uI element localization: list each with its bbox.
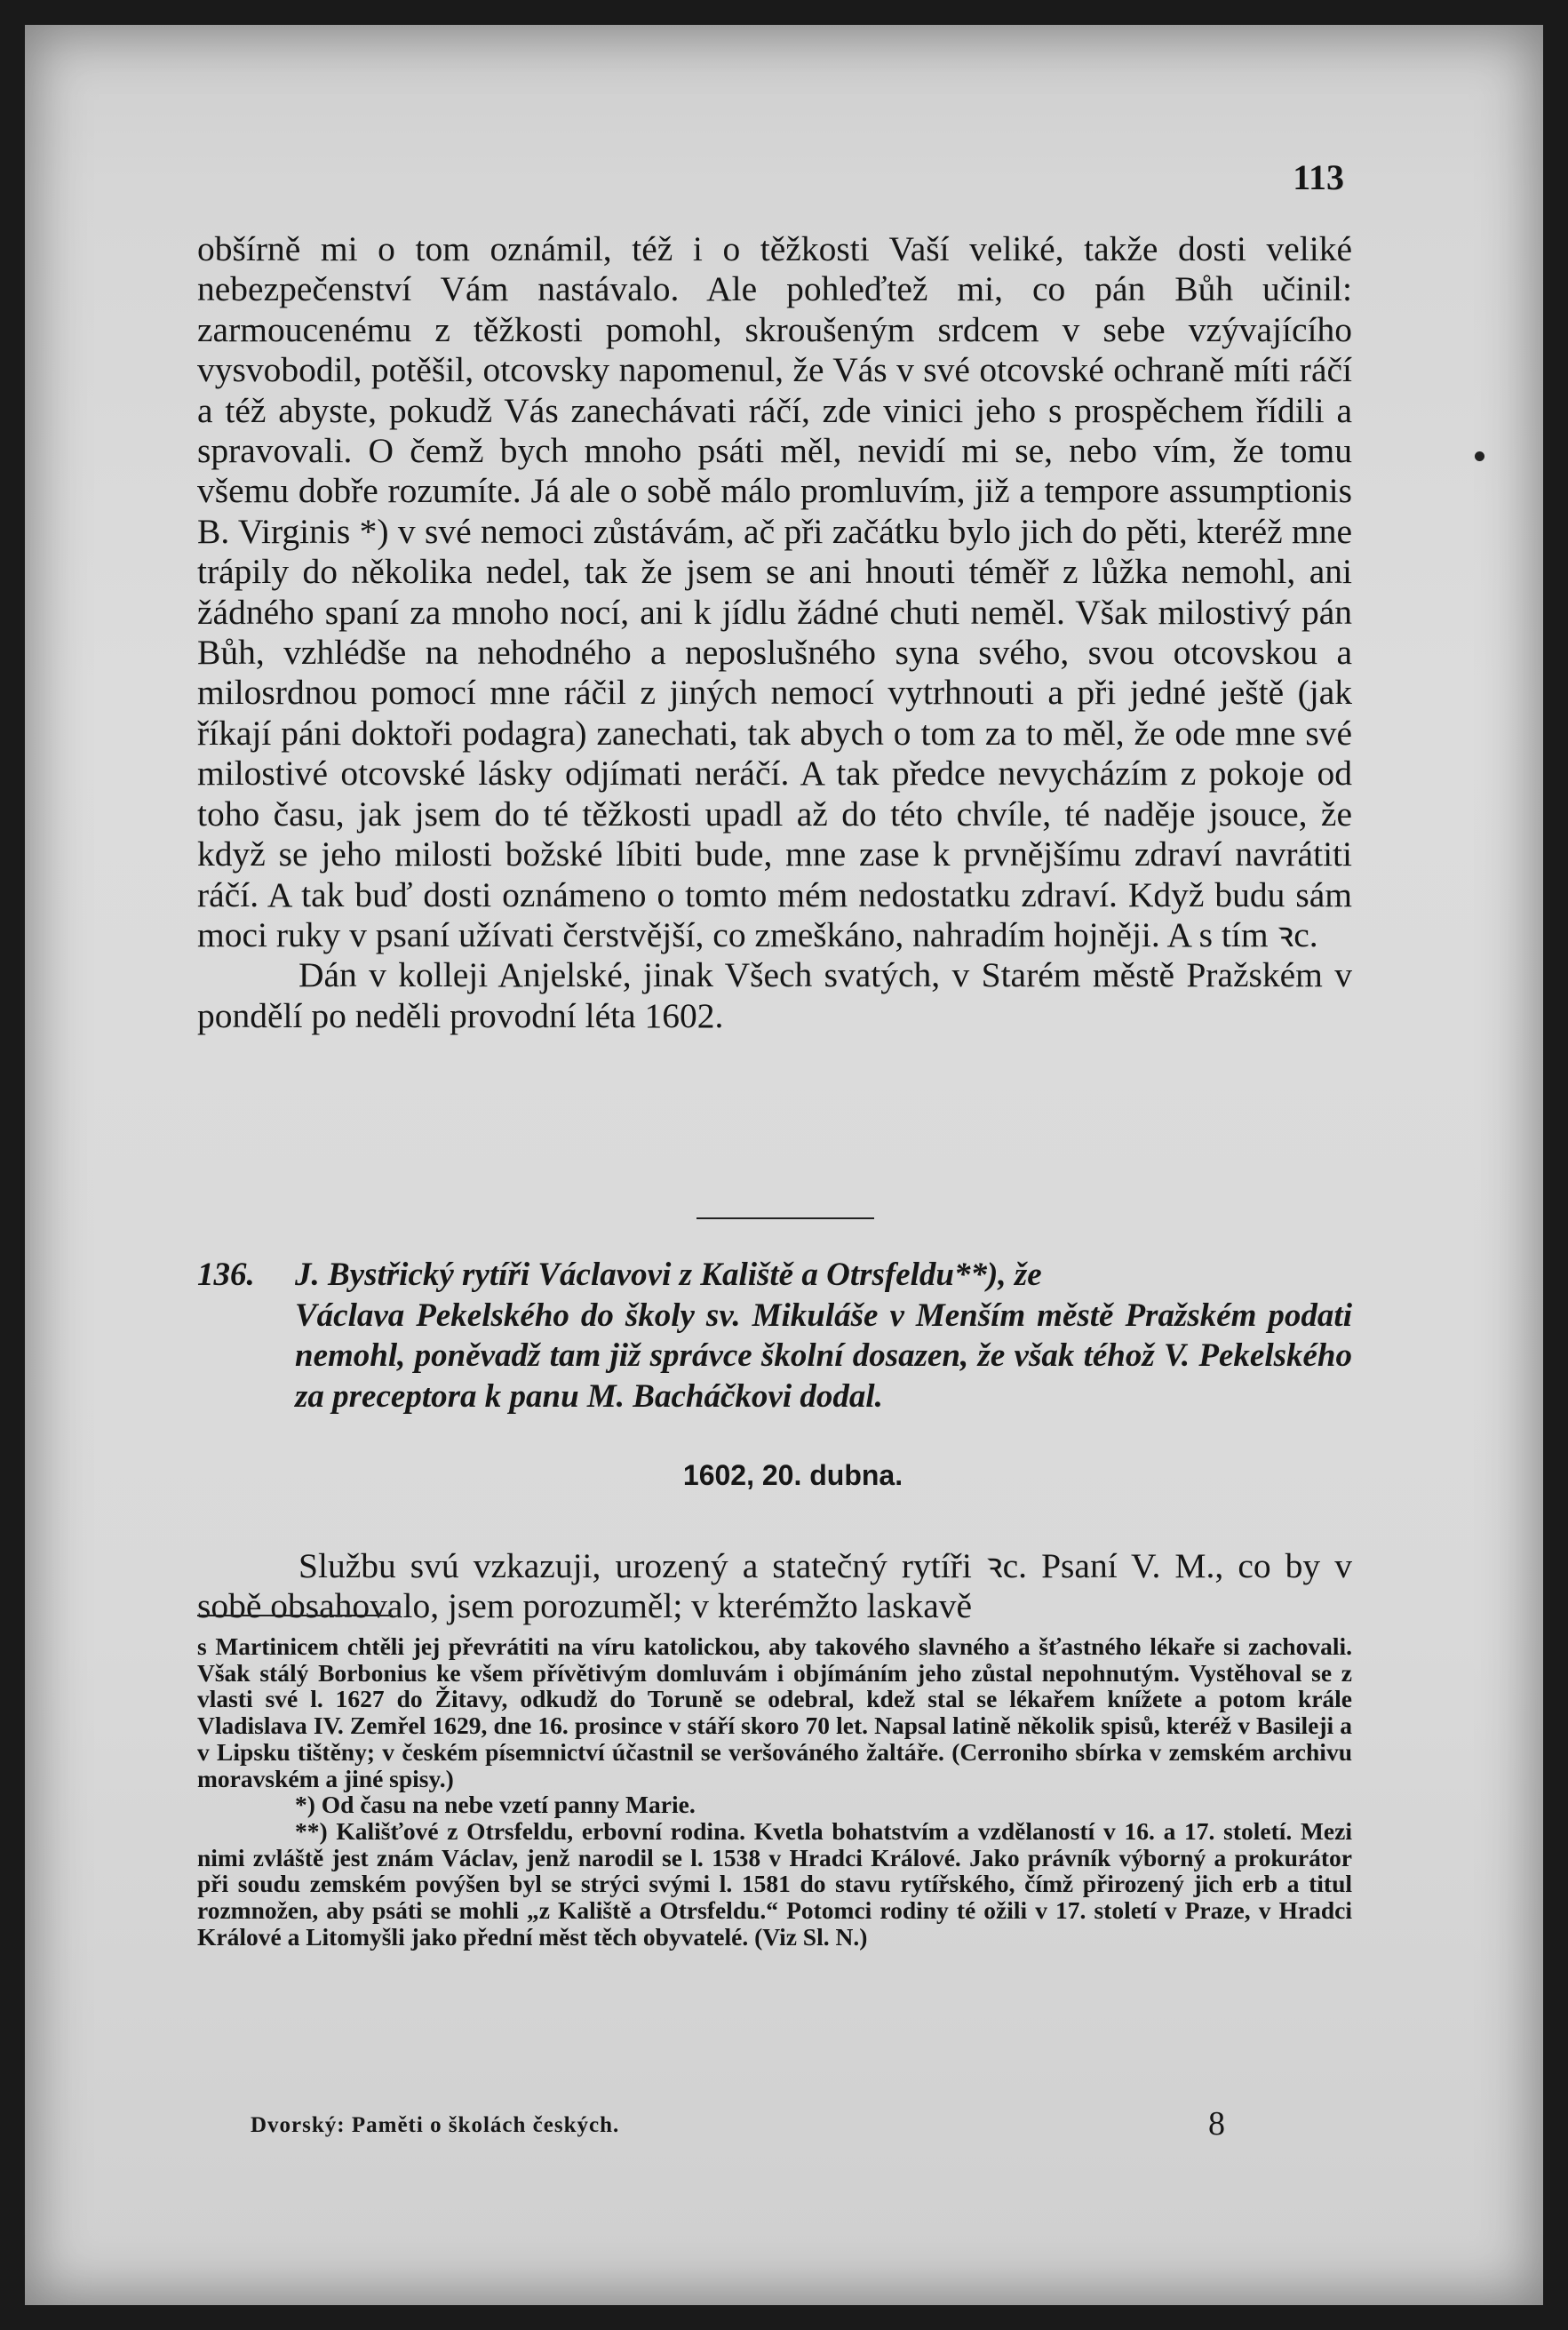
footnotes — [197, 1633, 1352, 1950]
footnote-2: **) Kališťové z Otrsfeldu, erbovní rodina. Kvetla bohatstvím a vzdělaností v 16. a 17. století. Mezi nimi zvláště jest znám Václav, jenž narodil se l. 1538 v Hradci Králové. Jako právník výborný a prokurátor při soudu zemském povýšen byl se strýci svými l. 1581 do stavu rytířského, čímž přirozený jich erb a titul rozmnožen, aby psáti se mohli „z Kaliště a Otrsfeldu.“ Potomci rodiny té ožili v 17. století v Praze, v Hradci Králové a Litomyšli jako přední měst těch obyvatelé. (Viz Sl. N.) — [197, 1816, 1352, 1951]
letter-heading-rest: Václava Pekelského do školy sv. Mikuláše v Menším městě Pražském podati nemohl, poněvadž tam již správce školní dosazen, že však téhož V. Pekelského za preceptora k panu M. Bacháčkovi dodal. — [295, 1297, 1352, 1415]
letter-heading-line-1: J. Bystřický rytíři Václavovi z Kaliště a Otrsfeldu**), že — [295, 1257, 1042, 1293]
letter-heading — [197, 1255, 1352, 1416]
footnote-rule — [197, 1615, 393, 1616]
letter-date: 1602, 20. dubna. — [682, 1459, 903, 1491]
footnote-1: *) Od času na nebe vzetí panny Marie. — [295, 1791, 696, 1819]
signature-mark: 8 — [1208, 2105, 1225, 2142]
letter-heading-first-line — [197, 1255, 1352, 1296]
section-divider — [696, 1217, 874, 1219]
main-text — [197, 229, 1352, 1036]
letter-number: 136. — [197, 1257, 255, 1293]
running-title: Dvorský: Paměti o školách českých. — [251, 2113, 620, 2137]
dating-paragraph: Dán v kolleji Anjelské, jinak Všech svatých, v Starém městě Pražském v pondělí po neděli provodní léta 1602. — [197, 955, 1352, 1035]
margin-dot — [1475, 451, 1484, 461]
letter-body-text: Službu svú vzkazuji, urozený a statečný rytíři ꝛc. Psaní V. M., co by v sobě obsahovalo, jsem porozuměl; v kterémžto laskavě — [197, 1546, 1352, 1626]
page-number: 113 — [1293, 157, 1344, 197]
footnote-continued: s Martinicem chtěli jej převrátiti na víru katolickou, aby takového slavného a šťastného lékaře si zachovali. Však stálý Borbonius ke všem přívětivým domluvám i objímáním jeho zůstal nepohnutým. Vystěhoval se z vlasti své l. 1627 do Žitavy, odkudž do Toruně se odebral, kdež stal se lékařem knížete a potom krále Vladislava IV. Zemřel 1629, dne 16. prosince v stáří skoro 70 let. Napsal latině několik spisů, kteréž v Basileji a v Lipsku tištěny; v českém písemnictví účastnil se veršováného žaltáře. (Cerroniho sbírka v zemském archivu moravském a jiné spisy.) — [197, 1632, 1352, 1792]
main-paragraph: obšírně mi o tom oznámil, též i o těžkosti Vaší veliké, takže dosti veliké nebezpečenství Vám nastávalo. Ale pohleďtež mi, co pán Bůh učinil: zarmoucenému z těžkosti pomohl, skroušeným srdcem v sebe vzývajícího vysvobodil, potěšil, otcovsky napomenul, že Vás v své otcovské ochraně míti ráčí a též abyste, pokudž Vás zanechávati ráčí, zde vinici jeho s prospěchem řídili a spravovali. O čemž bych mnoho psáti měl, nevidí mi se, nebo vím, že tomu všemu dobře rozumíte. Já ale o sobě málo promluvím, již a tempore assumptionis B. Virginis *) v své nemoci zůstávám, ač při začátku bylo jich do pěti, kteréž mne trápily do několika nedel, tak že jsem se ani hnouti téměř z lůžka nemohl, ani žádného spaní za mnoho nocí, ani k jídlu žádné chuti neměl. Však milostivý pán Bůh, vzhlédše na nehodného a neposlušného syna svého, svou otcovskou a milosrdnou pomocí mne ráčil z jiných nemocí vytrhnouti a při jedné ještě (jak říkají páni doktoři podagra) zanechati, tak abych o tom za to měl, že ode mne své milostivé otcovské lásky odjímati neráčí. A tak předce nevycházím z pokoje od toho času, jak jsem do té těžkosti upadl až do této chvíle, té naděje jsouce, že když se jeho milosti božské líbiti bude, mne zase k prvnějšímu zdraví navrátiti ráčí. A tak buď dosti oznámeno o tomto mém nedostatku zdraví. Když budu sám moci ruky v psaní užívati čerstvější, co zmeškáno, nahradím hojněji. A s tím ꝛc. — [197, 229, 1352, 954]
